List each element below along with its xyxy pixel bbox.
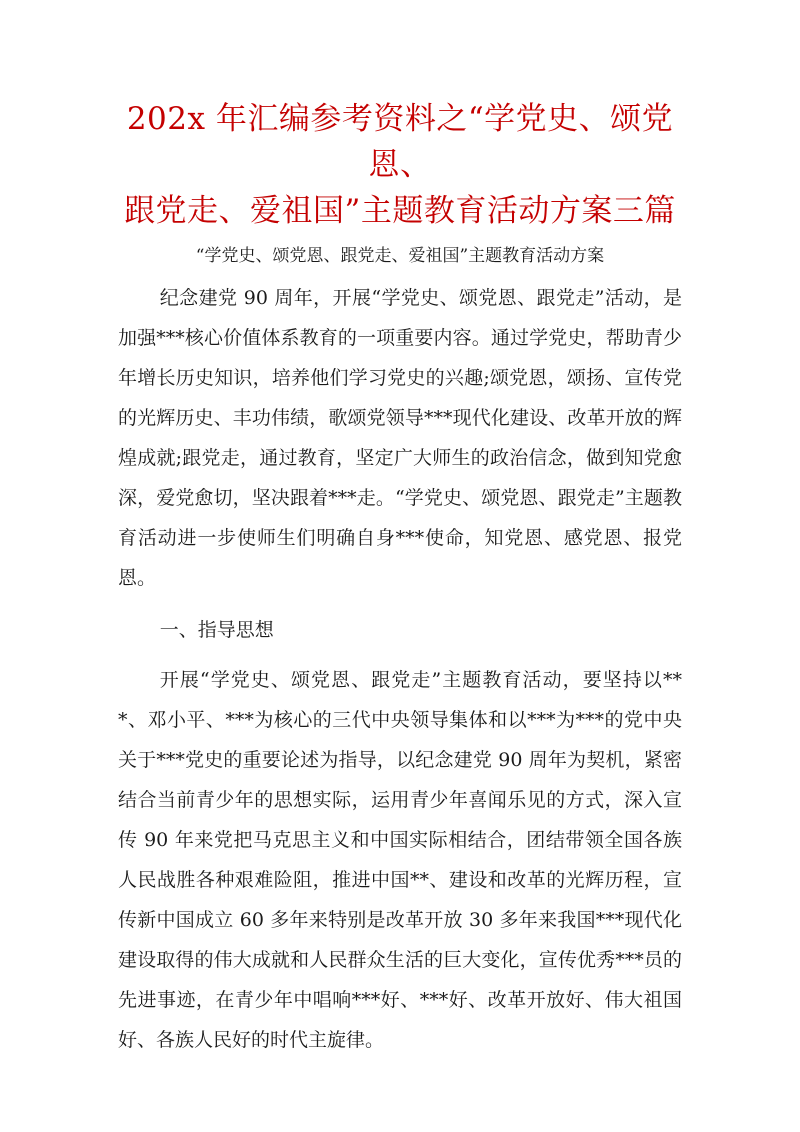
document-title bbox=[118, 96, 682, 234]
guiding-ideology-paragraph: 开展“学党史、颂党恩、跟党走”主题教育活动，要坚持以***、邓小平、***为核心的三代中央领导集体和以***为***的党中央关于***党史的重要论述为指导，以纪念建党 90 周年为契机，紧密结合当前青少年的思想实际，运用青少年喜闻乐见的方式，深入宣传 90 年来党把马克思主义和中国实际相结合，团结带领全国各族人民战胜各种艰难险阻，推进中国**、建设和改革的光辉历程，宣传新中国成立 60 多年来特别是改革开放 30 多年来我国***现代化建设取得的伟大成就和人民群众生活的巨大变化，宣传优秀***员的先进事迹，在青少年中唱响***好、***好、改革开放好、伟大祖国好、各族人民好的时代主旋律。 bbox=[118, 669, 682, 1051]
document-subtitle: “学党史、颂党恩、跟党走、爱祖国”主题教育活动方案 bbox=[195, 246, 605, 266]
document-title-line-2: 跟党走、爱祖国”主题教育活动方案三篇 bbox=[124, 193, 676, 229]
document-title-line-1: 202x 年汇编参考资料之“学党史、颂党恩、 bbox=[126, 101, 674, 183]
section-heading-guiding-ideology: 一、指导思想 bbox=[159, 619, 274, 641]
intro-paragraph: 纪念建党 90 周年，开展“学党史、颂党恩、跟党走”活动，是加强***核心价值体系教育的一项重要内容。通过学党史，帮助青少年增长历史知识，培养他们学习党史的兴趣;颂党恩，颂扬、宣传党的光辉历史、丰功伟绩，歌颂党领导***现代化建设、改革开放的辉煌成就;跟党走，通过教育，坚定广大师生的政治信念，做到知党愈深，爱党愈切，坚决跟着***走。“学党史、颂党恩、跟党走”主题教育活动进一步使师生们明确自身***使命，知党恩、感党恩、报党恩。 bbox=[118, 287, 682, 589]
